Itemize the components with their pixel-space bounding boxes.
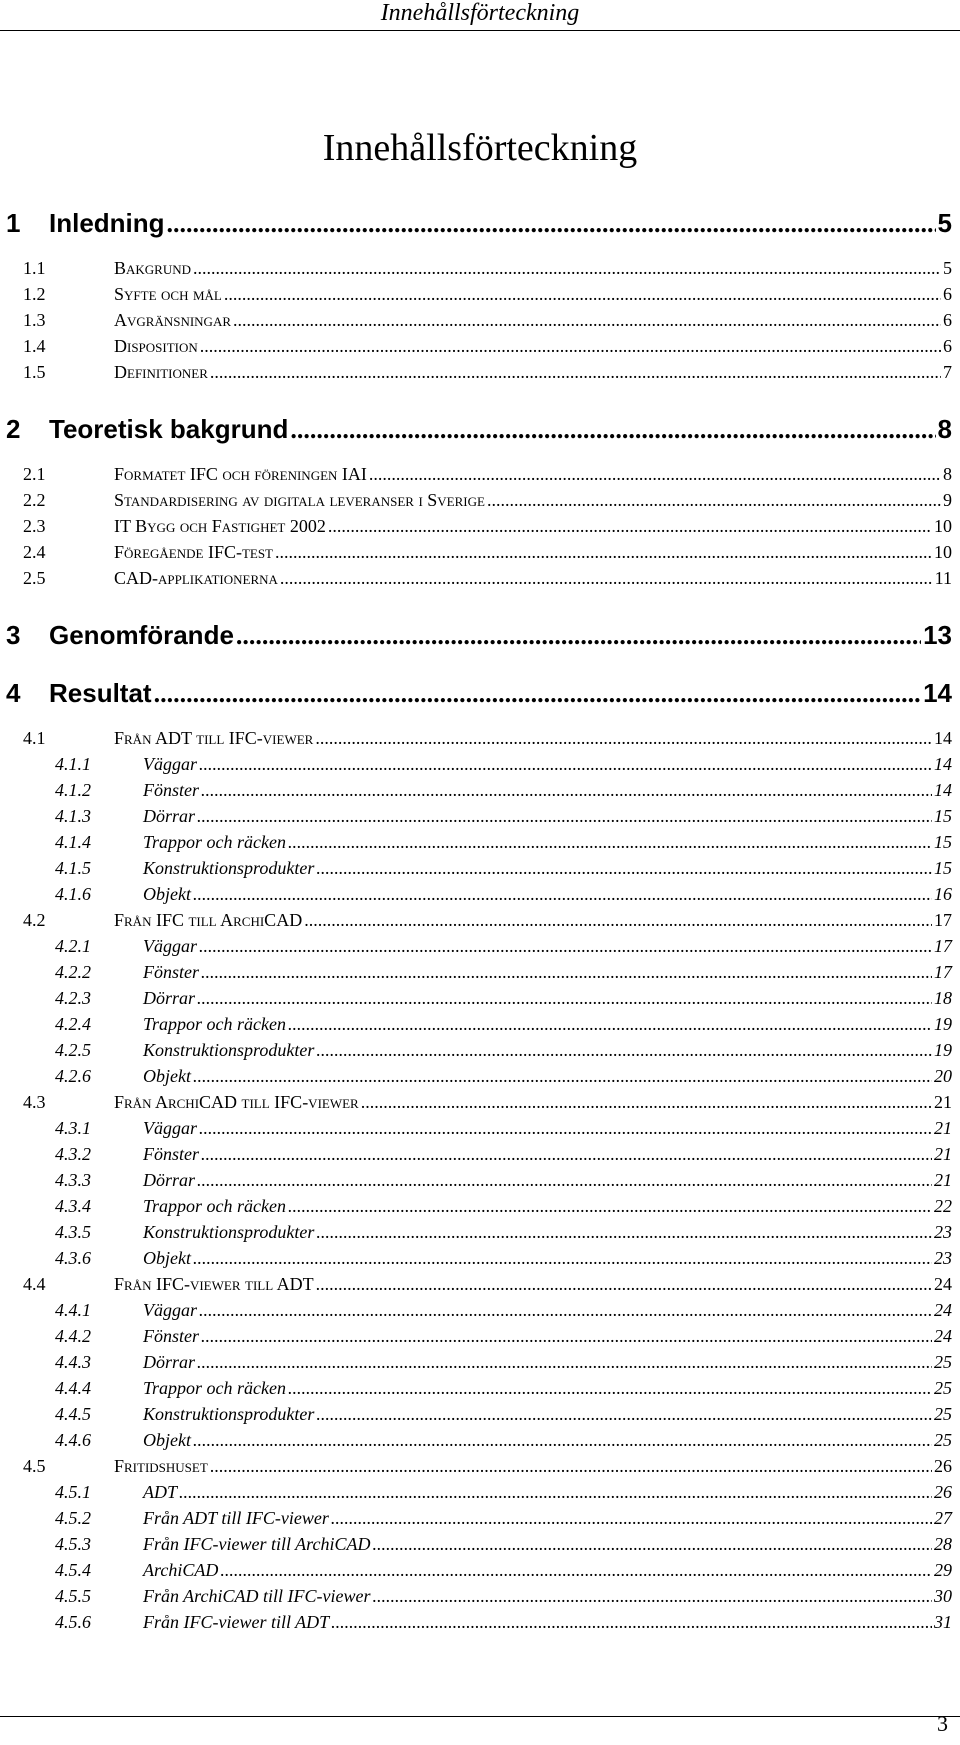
toc-entry-level2[interactable] [23, 516, 952, 537]
toc-entry-number: 1.4 [23, 336, 46, 356]
toc-entry-level3[interactable] [55, 1352, 952, 1373]
dot-leader [193, 1248, 932, 1269]
toc-entry-number: 4.4.6 [55, 1430, 91, 1450]
toc-entry-number: 4.4 [23, 1274, 46, 1294]
dot-leader [280, 568, 933, 589]
toc-entry-number: 4.1.4 [55, 832, 91, 852]
toc-entry-number: 4.2.1 [55, 936, 91, 956]
toc-entry-number: 4.1 [23, 728, 46, 748]
toc-entry-number: 4.3.2 [55, 1144, 91, 1164]
toc-entry-page: 6 [943, 336, 952, 356]
toc-entry-title: Fritidshuset [114, 1456, 208, 1476]
toc-entry-page: 19 [934, 1014, 952, 1034]
toc-entry-page: 21 [934, 1144, 952, 1164]
toc-entry-number: 4.3.5 [55, 1222, 91, 1242]
dot-leader [197, 1170, 932, 1191]
toc-entry-level3[interactable] [55, 1222, 952, 1243]
dot-leader [288, 1378, 932, 1399]
toc-entry-number: 4.2.4 [55, 1014, 91, 1034]
dot-leader [487, 490, 941, 511]
toc-entry-page: 19 [934, 1040, 952, 1060]
toc-entry-title: Formatet IFC och föreningen IAI [114, 464, 367, 484]
toc-entry-level2[interactable] [23, 1092, 952, 1113]
toc-entry-title: Syfte och mål [114, 284, 222, 304]
toc-entry-title: Konstruktionsprodukter [143, 1222, 315, 1242]
toc-entry-title: Från IFC till ArchiCAD [114, 910, 303, 930]
dot-leader [331, 1612, 932, 1633]
dot-leader [199, 754, 932, 775]
toc-entry-number: 4.4.1 [55, 1300, 91, 1320]
dot-leader [290, 415, 935, 445]
toc-entry-number: 4.5.2 [55, 1508, 91, 1528]
toc-entry-page: 14 [923, 678, 952, 708]
toc-entry-level3[interactable] [55, 1508, 952, 1529]
dot-leader [361, 1092, 932, 1113]
toc-entry-title: Objekt [143, 1066, 191, 1086]
footer-divider [0, 1716, 960, 1717]
toc-entry-title: Standardisering av digitala leveranser i Sverige [114, 490, 485, 510]
toc-entry-title: Väggar [143, 754, 197, 774]
toc-entry-number: 3 [6, 620, 21, 650]
toc-entry-level3[interactable] [55, 1430, 952, 1451]
toc-entry-level3[interactable] [55, 1482, 952, 1503]
toc-entry-level3[interactable] [55, 1560, 952, 1581]
toc-entry-page: 24 [934, 1326, 952, 1346]
toc-entry-level3[interactable] [55, 1378, 952, 1399]
toc-entry-page: 17 [934, 962, 952, 982]
toc-entry-level2[interactable] [23, 490, 952, 511]
toc-entry-page: 6 [943, 310, 952, 330]
toc-entry-level3[interactable] [55, 1144, 952, 1165]
toc-entry-number: 4.4.3 [55, 1352, 91, 1372]
dot-leader [179, 1482, 932, 1503]
toc-entry-number: 4.2 [23, 910, 46, 930]
toc-entry-level3[interactable] [55, 936, 952, 957]
toc-entry-level3[interactable] [55, 962, 952, 983]
toc-entry-number: 4.1.6 [55, 884, 91, 904]
dot-leader [201, 1326, 932, 1347]
toc-entry-number: 4.5.4 [55, 1560, 91, 1580]
toc-entry-number: 4.5.1 [55, 1482, 91, 1502]
toc-entry-page: 30 [934, 1586, 952, 1606]
toc-entry-title: Dörrar [143, 1170, 196, 1190]
toc-entry-level1[interactable] [6, 208, 952, 239]
toc-entry-title: Väggar [143, 1118, 197, 1138]
toc-entry-number: 4.3 [23, 1092, 46, 1112]
toc-entry-level3[interactable] [55, 1404, 952, 1425]
toc-entry-page: 26 [934, 1482, 952, 1502]
toc-entry-number: 2.3 [23, 516, 46, 536]
toc-entry-number: 4.2.3 [55, 988, 91, 1008]
toc-entry-page: 14 [934, 728, 952, 748]
toc-entry-level3[interactable] [55, 884, 952, 905]
toc-entry-page: 29 [934, 1560, 952, 1580]
dot-leader [193, 1066, 932, 1087]
toc-entry-page: 25 [934, 1430, 952, 1450]
toc-entry-page: 28 [934, 1534, 952, 1554]
toc-entry-level3[interactable] [55, 1534, 952, 1555]
toc-entry-title: Fönster [143, 962, 199, 982]
dot-leader [288, 1196, 932, 1217]
dot-leader [199, 1300, 932, 1321]
toc-entry-title: Från IFC-viewer till ADT [143, 1612, 330, 1632]
toc-entry-number: 4.4.5 [55, 1404, 91, 1424]
toc-entry-page: 5 [937, 208, 952, 238]
dot-leader [233, 310, 941, 331]
toc-entry-page: 8 [937, 414, 952, 444]
toc-entry-level1[interactable] [6, 414, 952, 445]
toc-entry-page: 21 [934, 1170, 952, 1190]
dot-leader [288, 832, 932, 853]
toc-entry-title: Väggar [143, 936, 197, 956]
toc-entry-title: Avgränsningar [114, 310, 232, 330]
dot-leader [236, 621, 921, 651]
toc-entry-title: Väggar [143, 1300, 197, 1320]
toc-entry-number: 1.5 [23, 362, 46, 382]
toc-entry-page: 15 [934, 832, 952, 852]
toc-entry-page: 26 [934, 1456, 952, 1476]
dot-leader [372, 1534, 932, 1555]
toc-entry-number: 4 [6, 678, 21, 708]
dot-leader [316, 1404, 932, 1425]
dot-leader [197, 806, 932, 827]
toc-entry-title: Resultat [49, 678, 152, 708]
toc-entry-number: 4.3.3 [55, 1170, 91, 1190]
toc-entry-level2[interactable] [23, 728, 952, 749]
dot-leader [197, 1352, 932, 1373]
toc-entry-number: 4.3.6 [55, 1248, 91, 1268]
toc-entry-title: Definitioner [114, 362, 208, 382]
toc-entry-page: 22 [934, 1196, 952, 1216]
dot-leader [328, 516, 932, 537]
toc-entry-title: Fönster [143, 780, 199, 800]
dot-leader [193, 884, 932, 905]
toc-entry-page: 24 [934, 1300, 952, 1320]
dot-leader [193, 258, 941, 279]
toc-entry-title: Dörrar [143, 806, 196, 826]
toc-entry-level3[interactable] [55, 806, 952, 827]
dot-leader [372, 1586, 932, 1607]
running-header: Innehållsförteckning [0, 0, 960, 31]
toc-entry-page: 16 [934, 884, 952, 904]
dot-leader [199, 1118, 932, 1139]
toc-entry-page: 31 [934, 1612, 952, 1632]
toc-entry-level3[interactable] [55, 754, 952, 775]
toc-entry-level2[interactable] [23, 1456, 952, 1477]
toc-entry-page: 14 [934, 754, 952, 774]
toc-entry-level3[interactable] [55, 1118, 952, 1139]
page-number: 3 [937, 1711, 948, 1736]
toc-entry-level3[interactable] [55, 1066, 952, 1087]
toc-entry-page: 8 [943, 464, 952, 484]
toc-entry-number: 4.1.2 [55, 780, 91, 800]
toc-entry-number: 2.4 [23, 542, 46, 562]
toc-entry-title: ADT [143, 1482, 178, 1502]
dot-leader [316, 1222, 932, 1243]
toc-entry-title: Från IFC-viewer till ADT [114, 1274, 314, 1294]
toc-entry-number: 1 [6, 208, 21, 238]
toc-entry-level3[interactable] [55, 1040, 952, 1061]
toc-entry-page: 18 [934, 988, 952, 1008]
toc-entry-title: Teoretisk bakgrund [49, 414, 289, 444]
toc-entry-level3[interactable] [55, 988, 952, 1009]
toc-entry-title: IT Bygg och Fastighet 2002 [114, 516, 326, 536]
toc-entry-number: 4.2.5 [55, 1040, 91, 1060]
toc-entry-number: 4.3.1 [55, 1118, 91, 1138]
toc-entry-level3[interactable] [55, 858, 952, 879]
toc-entry-number: 4.2.6 [55, 1066, 91, 1086]
toc-entry-number: 4.2.2 [55, 962, 91, 982]
toc-entry-title: Från ADT till IFC-viewer [143, 1508, 329, 1528]
toc-entry-level2[interactable] [23, 542, 952, 563]
toc-entry-page: 24 [934, 1274, 952, 1294]
toc-entry-level2[interactable] [23, 1274, 952, 1295]
toc-entry-title: Trappor och räcken [143, 1378, 286, 1398]
toc-entry-title: Konstruktionsprodukter [143, 1404, 315, 1424]
toc-entry-page: 23 [934, 1248, 952, 1268]
toc-entry-number: 4.4.4 [55, 1378, 91, 1398]
dot-leader [275, 542, 932, 563]
toc-entry-level3[interactable] [55, 1248, 952, 1269]
dot-leader [201, 1144, 932, 1165]
toc-entry-title: Dörrar [143, 1352, 196, 1372]
toc-entry-level3[interactable] [55, 1326, 952, 1347]
toc-entry-level3[interactable] [55, 780, 952, 801]
toc-entry-title: Trappor och räcken [143, 832, 286, 852]
dot-leader [316, 1274, 932, 1295]
toc-entry-page: 13 [923, 620, 952, 650]
dot-leader [201, 780, 932, 801]
toc-entry-page: 6 [943, 284, 952, 304]
toc-entry-level3[interactable] [55, 832, 952, 853]
toc-entry-page: 17 [934, 910, 952, 930]
toc-entry-number: 4.1.1 [55, 754, 91, 774]
toc-entry-title: Fönster [143, 1144, 199, 1164]
toc-entry-level2[interactable] [23, 284, 952, 305]
dot-leader [210, 362, 941, 383]
dot-leader [316, 858, 932, 879]
toc-entry-title: CAD-applikationerna [114, 568, 278, 588]
dot-leader [199, 936, 932, 957]
toc-entry-level3[interactable] [55, 1196, 952, 1217]
toc-entry-page: 23 [934, 1222, 952, 1242]
toc-entry-title: Konstruktionsprodukter [143, 1040, 315, 1060]
toc-entry-level2[interactable] [23, 336, 952, 357]
toc-entry-title: Trappor och räcken [143, 1014, 286, 1034]
toc-entry-number: 4.5 [23, 1456, 46, 1476]
toc-entry-title: Från ADT till IFC-viewer [114, 728, 314, 748]
toc-entry-level2[interactable] [23, 310, 952, 331]
dot-leader [288, 1014, 932, 1035]
dot-leader [304, 910, 932, 931]
toc-entry-number: 1.1 [23, 258, 46, 278]
toc-entry-title: Från IFC-viewer till ArchiCAD [143, 1534, 371, 1554]
toc-entry-level2[interactable] [23, 362, 952, 383]
toc-entry-page: 15 [934, 806, 952, 826]
toc-entry-page: 20 [934, 1066, 952, 1086]
toc-entry-page: 10 [934, 542, 952, 562]
toc-entry-number: 4.1.5 [55, 858, 91, 878]
toc-entry-title: Dörrar [143, 988, 196, 1008]
toc-entry-number: 2 [6, 414, 21, 444]
toc-entry-level2[interactable] [23, 910, 952, 931]
toc-entry-level1[interactable] [6, 678, 952, 709]
dot-leader [197, 988, 932, 1009]
toc-entry-level1[interactable] [6, 620, 952, 651]
toc-entry-page: 7 [943, 362, 952, 382]
toc-entry-title: Konstruktionsprodukter [143, 858, 315, 878]
toc-entry-number: 4.1.3 [55, 806, 91, 826]
toc-entry-level3[interactable] [55, 1014, 952, 1035]
toc-entry-page: 25 [934, 1352, 952, 1372]
dot-leader [220, 1560, 932, 1581]
toc-entry-level2[interactable] [23, 568, 952, 589]
toc-entry-number: 4.5.3 [55, 1534, 91, 1554]
toc-entry-number: 2.1 [23, 464, 46, 484]
toc-entry-level3[interactable] [55, 1300, 952, 1321]
toc-entry-level2[interactable] [23, 258, 952, 279]
toc-entry-page: 17 [934, 936, 952, 956]
toc-entry-page: 27 [934, 1508, 952, 1528]
toc-entry-page: 21 [934, 1092, 952, 1112]
toc-entry-page: 9 [943, 490, 952, 510]
toc-entry-level3[interactable] [55, 1170, 952, 1191]
toc-entry-number: 4.4.2 [55, 1326, 91, 1346]
toc-entry-title: Inledning [49, 208, 165, 238]
toc-entry-number: 1.3 [23, 310, 46, 330]
toc-entry-page: 25 [934, 1404, 952, 1424]
toc-entry-title: Genomförande [49, 620, 234, 650]
dot-leader [200, 336, 941, 357]
dot-leader [369, 464, 941, 485]
toc-entry-number: 4.3.4 [55, 1196, 91, 1216]
toc-entry-number: 4.5.5 [55, 1586, 91, 1606]
toc-entry-level2[interactable] [23, 464, 952, 485]
toc-entry-number: 4.5.6 [55, 1612, 91, 1632]
dot-leader [193, 1430, 932, 1451]
toc-entry-page: 25 [934, 1378, 952, 1398]
dot-leader [224, 284, 941, 305]
toc-entry-page: 10 [934, 516, 952, 536]
toc-entry-title: Objekt [143, 884, 191, 904]
toc-entry-title: Bakgrund [114, 258, 192, 278]
page-title: Innehållsförteckning [322, 127, 638, 169]
dot-leader [201, 962, 932, 983]
dot-leader [331, 1508, 932, 1529]
toc-entry-level3[interactable] [55, 1586, 952, 1607]
dot-leader [167, 209, 936, 239]
toc-entry-page: 15 [934, 858, 952, 878]
toc-entry-title: Från ArchiCAD till IFC-viewer [143, 1586, 371, 1606]
toc-entry-title: Föregående IFC-test [114, 542, 274, 562]
dot-leader [154, 679, 922, 709]
toc-entry-page: 14 [934, 780, 952, 800]
toc-entry-title: Objekt [143, 1430, 191, 1450]
toc-entry-page: 5 [943, 258, 952, 278]
dot-leader [316, 1040, 932, 1061]
toc-entry-title: ArchiCAD [143, 1560, 219, 1580]
toc-entry-number: 2.5 [23, 568, 46, 588]
toc-entry-title: Fönster [143, 1326, 199, 1346]
toc-entry-page: 11 [934, 568, 952, 588]
toc-entry-level3[interactable] [55, 1612, 952, 1633]
toc-entry-number: 1.2 [23, 284, 46, 304]
toc-entry-title: Disposition [114, 336, 198, 356]
toc-entry-page: 21 [934, 1118, 952, 1138]
toc-entry-title: Objekt [143, 1248, 191, 1268]
toc-entry-title: Trappor och räcken [143, 1196, 286, 1216]
dot-leader [210, 1456, 932, 1477]
toc-entry-title: Från ArchiCAD till IFC-viewer [114, 1092, 359, 1112]
toc-entry-number: 2.2 [23, 490, 46, 510]
dot-leader [315, 728, 932, 749]
